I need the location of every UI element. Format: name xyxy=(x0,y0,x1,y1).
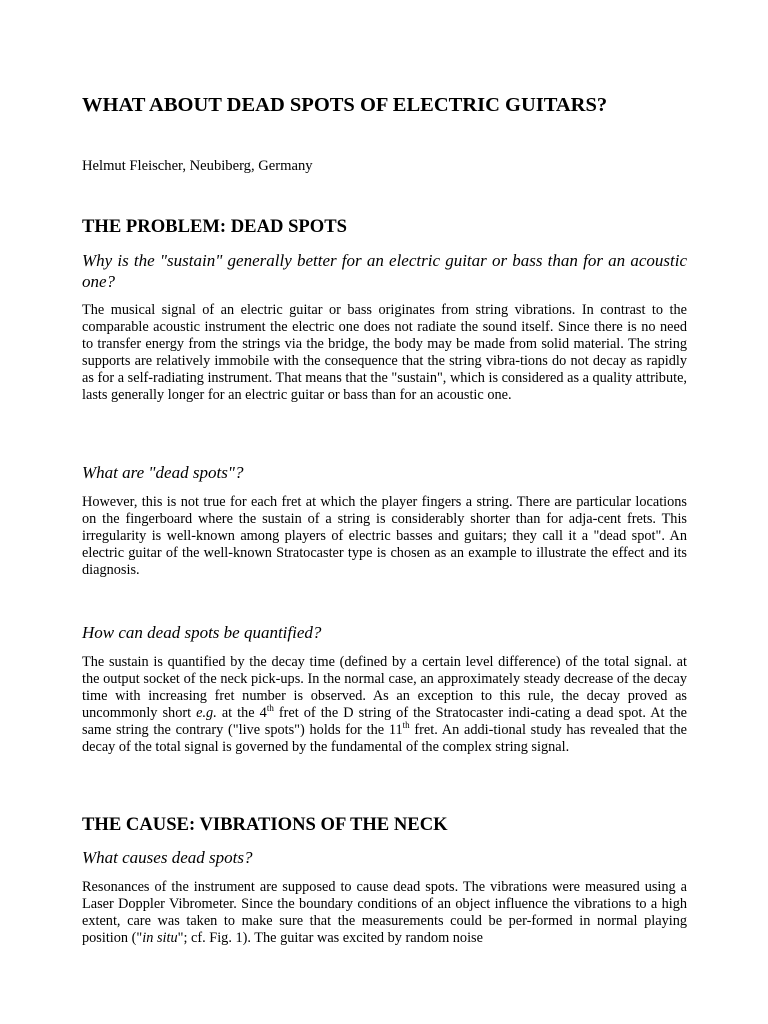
paragraph-quantified xyxy=(82,654,687,755)
text-run: fret. An addi-tional study has revealed that the decay of the total signal is governed by the fundamental of the complex string signal. xyxy=(82,721,688,755)
section-heading-cause: THE CAUSE: VIBRATIONS OF THE NECK xyxy=(82,814,448,835)
paragraph-sustain: The musical signal of an electric guitar or bass originates from string vibrations. In contrast to the comparable acoustic instrument the electric one does not radiate the sound itself. Since there is no need to transfer energy from the strings via the bridge, the body may be made from solid material. The string supports are relatively immobile with the consequence that the string vibra-tions do not decay as rapidly as for a self-radiating instrument. That means that the "sustain", which is considered as a quality attribute, lasts generally longer for an electric guitar or bass than for an acoustic one. xyxy=(82,302,687,403)
text-run: fret of the D string of the Stratocaster indi-cating a dead spot. At the same string the contrary ("live spots") holds for the 11 xyxy=(82,704,687,738)
text-run: The sustain is quantified by the decay time (defined by a certain level difference) of the total signal. at the output socket of the neck pick-ups. In the normal case, an approximately steady decrease of the decay time with increasing fret number is observed. As an exception to this rule, the decay proved as uncommonly short xyxy=(82,654,687,721)
paragraph-dead-spots: However, this is not true for each fret at which the player fingers a string. There are particular locations on the fingerboard where the sustain of a string is considerably shorter than for adja-cent frets. This irregularity is well-known among players of electric basses and guitars; they call it a "dead spot". An electric guitar of the well-known Stratocaster type is chosen as an example to illustrate the effect and its diagnosis. xyxy=(82,494,687,578)
text-run: "; cf. Fig. 1). The guitar was excited by random noise xyxy=(177,929,483,946)
author-line: Helmut Fleischer, Neubiberg, Germany xyxy=(82,158,313,174)
question-causes: What causes dead spots? xyxy=(82,848,253,867)
superscript: th xyxy=(402,719,410,730)
question-dead-spots: What are "dead spots"? xyxy=(82,463,244,482)
section-heading-problem: THE PROBLEM: DEAD SPOTS xyxy=(82,216,347,237)
document-title: WHAT ABOUT DEAD SPOTS OF ELECTRIC GUITARS? xyxy=(82,94,608,116)
text-run: at the 4 xyxy=(216,704,267,721)
text-run: Resonances of the instrument are supposed to cause dead spots. The vibrations were measured using a Laser Doppler Vibrometer. Since the boundary conditions of an object influence the vibrations to a high extent, care was taken to make sure that the measurements could be per-formed in normal playing position (" xyxy=(82,879,687,946)
text-run-italic: in situ xyxy=(142,929,178,946)
text-run-italic: e.g. xyxy=(196,704,217,721)
question-quantified: How can dead spots be quantified? xyxy=(82,623,322,642)
question-sustain: Why is the "sustain" generally better for an electric guitar or bass than for an acoustic one? xyxy=(82,251,687,291)
paragraph-causes xyxy=(82,879,687,947)
superscript: th xyxy=(266,702,274,713)
